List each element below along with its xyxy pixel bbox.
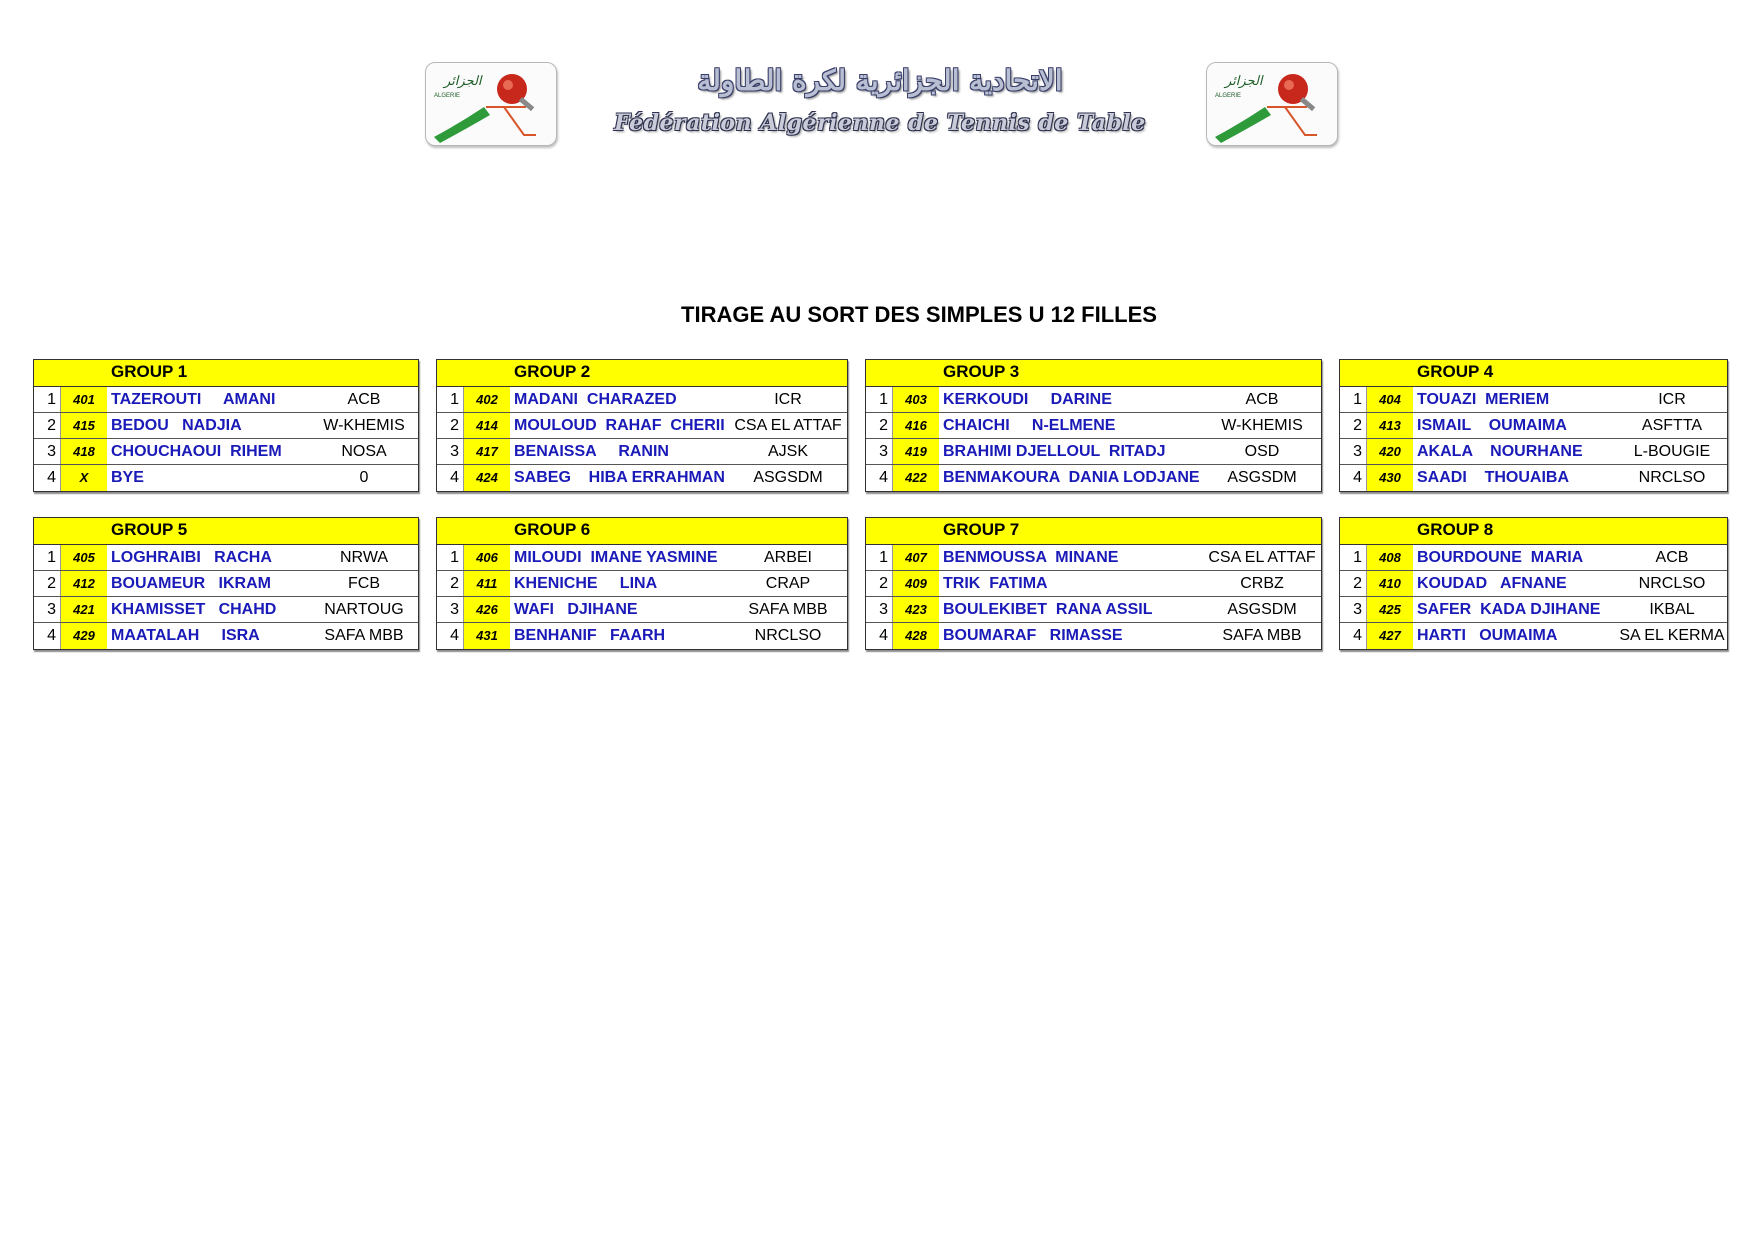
- player-name: BOUMARAF RIMASSE: [943, 627, 1123, 644]
- player-club: ASFTTA: [1641, 417, 1703, 434]
- player-name: KOUDAD AFNANE: [1417, 575, 1567, 592]
- table-row: [1340, 387, 1727, 413]
- group-header: [866, 518, 1321, 545]
- group-table: [865, 517, 1322, 650]
- draw-position: 2: [866, 413, 893, 438]
- table-row: [1340, 623, 1727, 649]
- player-number: 404: [1367, 387, 1413, 412]
- table-row: [866, 571, 1321, 597]
- draw-position: 1: [1340, 387, 1367, 412]
- player-club: ACB: [1655, 549, 1689, 566]
- draw-position: 1: [437, 545, 464, 570]
- player-number: 421: [61, 597, 107, 622]
- player-number: 423: [893, 597, 939, 622]
- table-row: [1340, 465, 1727, 491]
- group-header: [437, 518, 847, 545]
- draw-position: 3: [1340, 597, 1367, 622]
- group-title: GROUP 8: [1417, 520, 1494, 539]
- player-number: 426: [464, 597, 510, 622]
- draw-position: 3: [437, 439, 464, 464]
- player-club: NOSA: [341, 443, 387, 460]
- table-row: [866, 387, 1321, 413]
- player-number: 428: [893, 623, 939, 649]
- group-title: GROUP 3: [943, 362, 1020, 381]
- group-table: [436, 359, 848, 492]
- draw-position: 1: [437, 387, 464, 412]
- group-header: [866, 360, 1321, 387]
- federation-logo-right: [1206, 62, 1338, 146]
- player-number: 405: [61, 545, 107, 570]
- player-name: CHOUCHAOUI RIHEM: [111, 443, 282, 460]
- player-name: KHENICHE LINA: [514, 575, 658, 592]
- table-row: [34, 439, 418, 465]
- player-name: KERKOUDI DARINE: [943, 391, 1112, 408]
- player-club: NRWA: [340, 549, 388, 566]
- draw-position: 2: [34, 413, 61, 438]
- player-club: SAFA MBB: [748, 601, 828, 618]
- player-club: ICR: [1658, 391, 1686, 408]
- table-row: [866, 623, 1321, 649]
- player-name: BENMOUSSA MINANE: [943, 549, 1119, 566]
- table-row: [866, 465, 1321, 491]
- player-number: 425: [1367, 597, 1413, 622]
- player-name: SAADI THOUAIBA: [1417, 469, 1569, 486]
- table-row: [1340, 413, 1727, 439]
- player-name: LOGHRAIBI RACHA: [111, 549, 272, 566]
- table-row: [437, 465, 847, 491]
- player-name: AKALA NOURHANE: [1417, 443, 1583, 460]
- group-title: GROUP 7: [943, 520, 1020, 539]
- player-number: 420: [1367, 439, 1413, 464]
- group-title: GROUP 6: [514, 520, 591, 539]
- table-row: [437, 439, 847, 465]
- group-table: [33, 359, 419, 492]
- player-name: BENAISSA RANIN: [514, 443, 669, 460]
- table-row: [437, 597, 847, 623]
- player-name: BOUAMEUR IKRAM: [111, 575, 271, 592]
- player-club: OSD: [1244, 443, 1280, 460]
- svg-text:ALGERIE: ALGERIE: [1215, 93, 1242, 99]
- player-number: 402: [464, 387, 510, 412]
- draw-position: 2: [866, 571, 893, 596]
- table-row: [866, 545, 1321, 571]
- table-row: [1340, 545, 1727, 571]
- draw-position: 4: [1340, 465, 1367, 491]
- table-row: [437, 545, 847, 571]
- player-number: 430: [1367, 465, 1413, 491]
- player-club: ASGSDM: [753, 469, 823, 486]
- player-name: MADANI CHARAZED: [514, 391, 677, 408]
- player-club: SA EL KERMA: [1619, 627, 1725, 644]
- group-header: [34, 360, 418, 387]
- player-number: 415: [61, 413, 107, 438]
- table-row: [34, 597, 418, 623]
- table-row: [437, 413, 847, 439]
- draw-position: 1: [34, 387, 61, 412]
- svg-text:الجزائر: الجزائر: [444, 74, 482, 89]
- federation-name-latin: Fédération Algérienne de Tennis de Table: [614, 110, 1146, 136]
- player-club: SAFA MBB: [1222, 627, 1302, 644]
- table-row: [1340, 571, 1727, 597]
- player-club: CRBZ: [1240, 575, 1284, 592]
- player-number: 403: [893, 387, 939, 412]
- draw-position: 4: [34, 465, 61, 491]
- player-name: TOUAZI MERIEM: [1417, 391, 1550, 408]
- player-club: ACB: [1245, 391, 1279, 408]
- player-club: L-BOUGIE: [1633, 443, 1711, 460]
- player-number: 411: [464, 571, 510, 596]
- group-table: [865, 359, 1322, 492]
- player-number: 418: [61, 439, 107, 464]
- draw-position: 1: [866, 545, 893, 570]
- player-club: ASGSDM: [1227, 469, 1297, 486]
- group-table: [1339, 359, 1728, 492]
- draw-position: 1: [1340, 545, 1367, 570]
- player-name: BENMAKOURA DANIA LODJANE: [943, 469, 1200, 486]
- table-row: [437, 571, 847, 597]
- draw-position: 4: [437, 465, 464, 491]
- player-name: MAATALAH ISRA: [111, 627, 260, 644]
- table-row: [1340, 439, 1727, 465]
- draw-position: 2: [1340, 413, 1367, 438]
- player-name: BENHANIF FAARH: [514, 627, 666, 644]
- player-club: 0: [359, 469, 369, 486]
- table-row: [34, 387, 418, 413]
- table-row: [866, 597, 1321, 623]
- player-name: BOURDOUNE MARIA: [1417, 549, 1584, 566]
- player-club: NARTOUG: [324, 601, 404, 618]
- table-row: [437, 623, 847, 649]
- player-club: NRCLSO: [1638, 469, 1706, 486]
- svg-text:الجزائر: الجزائر: [1225, 74, 1263, 89]
- draw-position: 1: [34, 545, 61, 570]
- player-name: MOULOUD RAHAF CHERII: [514, 417, 725, 434]
- player-number: 406: [464, 545, 510, 570]
- player-club: AJSK: [767, 443, 808, 460]
- player-number: 413: [1367, 413, 1413, 438]
- draw-position: 3: [866, 597, 893, 622]
- player-name: BRAHIMI DJELLOUL RITADJ: [943, 443, 1166, 460]
- player-name: BYE: [111, 469, 144, 486]
- draw-position: 4: [866, 623, 893, 649]
- draw-position: 2: [34, 571, 61, 596]
- table-row: [437, 387, 847, 413]
- player-name: SAFER KADA DJIHANE: [1417, 601, 1601, 618]
- player-number: 427: [1367, 623, 1413, 649]
- page-title: TIRAGE AU SORT DES SIMPLES U 12 FILLES: [681, 302, 1157, 327]
- player-club: IKBAL: [1649, 601, 1695, 618]
- player-name: MILOUDI IMANE YASMINE: [514, 549, 718, 566]
- player-name: HARTI OUMAIMA: [1417, 627, 1558, 644]
- player-club: ASGSDM: [1227, 601, 1297, 618]
- draw-position: 3: [866, 439, 893, 464]
- player-number: 419: [893, 439, 939, 464]
- player-number: 424: [464, 465, 510, 491]
- draw-position: 4: [437, 623, 464, 649]
- player-name: WAFI DJIHANE: [514, 601, 638, 618]
- player-name: BOULEKIBET RANA ASSIL: [943, 601, 1153, 618]
- player-club: ACB: [347, 391, 381, 408]
- group-title: GROUP 1: [111, 362, 188, 381]
- group-header: [34, 518, 418, 545]
- draw-position: 3: [1340, 439, 1367, 464]
- group-table: [33, 517, 419, 650]
- player-number: 414: [464, 413, 510, 438]
- player-club: CRAP: [765, 575, 811, 592]
- player-number: 416: [893, 413, 939, 438]
- player-club: CSA EL ATTAF: [1208, 549, 1316, 566]
- player-club: NRCLSO: [1638, 575, 1706, 592]
- group-table: [436, 517, 848, 650]
- table-row: [34, 465, 418, 491]
- table-row: [34, 623, 418, 649]
- table-row: [866, 413, 1321, 439]
- player-number: 401: [61, 387, 107, 412]
- table-row: [34, 545, 418, 571]
- table-row: [866, 439, 1321, 465]
- draw-position: 2: [437, 571, 464, 596]
- draw-position: 3: [34, 597, 61, 622]
- player-club: W-KHEMIS: [1221, 417, 1303, 434]
- player-name: KHAMISSET CHAHD: [111, 601, 277, 618]
- player-name: BEDOU NADJIA: [111, 417, 242, 434]
- player-number: 407: [893, 545, 939, 570]
- player-club: ARBEI: [763, 549, 812, 566]
- player-name: CHAICHI N-ELMENE: [943, 417, 1116, 434]
- draw-position: 4: [866, 465, 893, 491]
- player-name: SABEG HIBA ERRAHMAN: [514, 469, 725, 486]
- player-number: 410: [1367, 571, 1413, 596]
- player-name: ISMAIL OUMAIMA: [1417, 417, 1567, 434]
- player-club: W-KHEMIS: [323, 417, 405, 434]
- player-number: 409: [893, 571, 939, 596]
- player-name: TRIK FATIMA: [943, 575, 1048, 592]
- group-header: [437, 360, 847, 387]
- group-title: GROUP 2: [514, 362, 591, 381]
- draw-position: 2: [1340, 571, 1367, 596]
- player-number: 412: [61, 571, 107, 596]
- svg-text:ALGERIE: ALGERIE: [434, 93, 461, 99]
- player-club: SAFA MBB: [324, 627, 404, 644]
- table-row: [1340, 597, 1727, 623]
- group-title: GROUP 4: [1417, 362, 1494, 381]
- draw-position: 3: [437, 597, 464, 622]
- player-club: CSA EL ATTAF: [734, 417, 842, 434]
- player-number: 417: [464, 439, 510, 464]
- group-header: [1340, 518, 1727, 545]
- group-header: [1340, 360, 1727, 387]
- player-name: TAZEROUTI AMANI: [111, 391, 276, 408]
- draw-position: 3: [34, 439, 61, 464]
- player-number: 422: [893, 465, 939, 491]
- group-table: [1339, 517, 1728, 650]
- draw-position: 2: [437, 413, 464, 438]
- federation-logo-left: [425, 62, 557, 146]
- draw-position: 4: [1340, 623, 1367, 649]
- player-number: 431: [464, 623, 510, 649]
- federation-name-arabic: الاتحادية الجزائرية لكرة الطاولة: [697, 64, 1063, 97]
- table-row: [34, 413, 418, 439]
- player-club: ICR: [774, 391, 802, 408]
- player-club: NRCLSO: [754, 627, 822, 644]
- player-number: X: [61, 465, 107, 491]
- draw-position: 1: [866, 387, 893, 412]
- group-title: GROUP 5: [111, 520, 188, 539]
- draw-position: 4: [34, 623, 61, 649]
- player-number: 408: [1367, 545, 1413, 570]
- table-row: [34, 571, 418, 597]
- player-number: 429: [61, 623, 107, 649]
- player-club: FCB: [348, 575, 380, 592]
